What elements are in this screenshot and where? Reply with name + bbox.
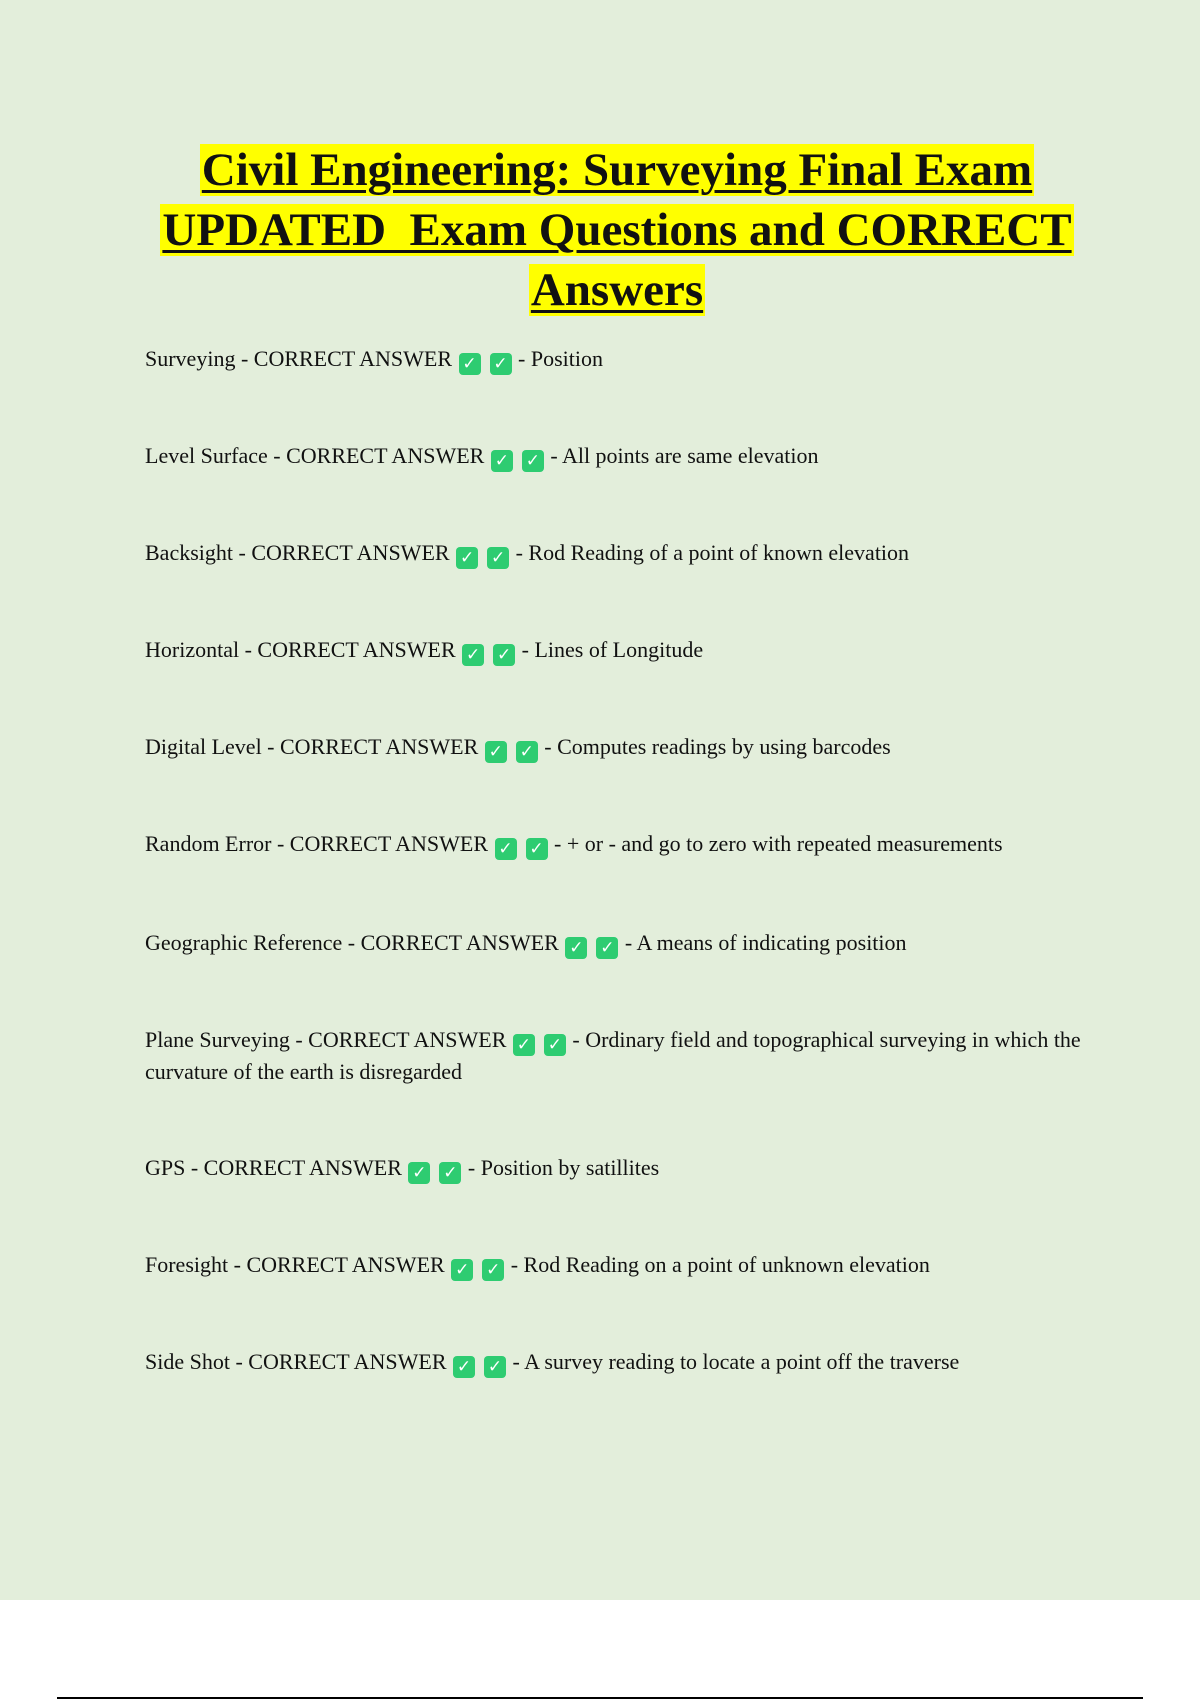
title-line: Answers [530, 264, 704, 316]
qa-term: Random Error - CORRECT ANSWER [145, 831, 489, 856]
check-mark-icon: ✓ [565, 937, 587, 959]
check-mark-icon: ✓ [493, 644, 515, 666]
qa-answer: - Rod Reading of a point of known elevation [515, 540, 910, 565]
check-mark-icon: ✓ [462, 644, 484, 666]
qa-item [145, 537, 1105, 569]
qa-item [145, 1346, 1105, 1378]
qa-answer: - Lines of Longitude [521, 637, 704, 662]
check-mark-icon: ✓ [451, 1259, 473, 1281]
qa-term: GPS - CORRECT ANSWER [145, 1155, 402, 1180]
document-title [110, 140, 1124, 320]
footer-divider [57, 1697, 1143, 1699]
qa-term: Surveying - CORRECT ANSWER [145, 346, 453, 371]
check-mark-icon: ✓ [491, 450, 513, 472]
qa-item [145, 828, 1105, 860]
qa-answer: - A means of indicating position [624, 930, 907, 955]
check-mark-icon: ✓ [526, 838, 548, 860]
qa-answer: - All points are same elevation [550, 443, 819, 468]
check-mark-icon: ✓ [439, 1162, 461, 1184]
qa-term: Foresight - CORRECT ANSWER [145, 1252, 445, 1277]
qa-answer: - Rod Reading on a point of unknown elevation [510, 1252, 930, 1277]
qa-item [145, 1152, 1105, 1184]
qa-item [145, 634, 1105, 666]
qa-term: Plane Surveying - CORRECT ANSWER [145, 1027, 507, 1052]
qa-answer: - Position by satillites [467, 1155, 660, 1180]
check-mark-icon: ✓ [516, 741, 538, 763]
check-mark-icon: ✓ [484, 1356, 506, 1378]
qa-item [145, 1024, 1105, 1087]
check-mark-icon: ✓ [513, 1034, 535, 1056]
qa-term: Horizontal - CORRECT ANSWER [145, 637, 456, 662]
qa-term: Level Surface - CORRECT ANSWER [145, 443, 485, 468]
qa-term: Digital Level - CORRECT ANSWER [145, 734, 479, 759]
qa-item [145, 343, 1105, 375]
qa-answer: - + or - and go to zero with repeated measurements [554, 831, 1003, 856]
title-line: Civil Engineering: Surveying Final Exam [201, 144, 1033, 196]
check-mark-icon: ✓ [490, 353, 512, 375]
check-mark-icon: ✓ [408, 1162, 430, 1184]
title-line: UPDATED Exam Questions and CORRECT [162, 204, 1072, 256]
check-mark-icon: ✓ [459, 353, 481, 375]
check-mark-icon: ✓ [544, 1034, 566, 1056]
qa-answer: - Position [518, 346, 603, 371]
check-mark-icon: ✓ [453, 1356, 475, 1378]
check-mark-icon: ✓ [485, 741, 507, 763]
qa-term: Geographic Reference - CORRECT ANSWER [145, 930, 559, 955]
check-mark-icon: ✓ [596, 937, 618, 959]
qa-answer: - A survey reading to locate a point off the traverse [512, 1349, 960, 1374]
qa-answer: - Computes readings by using barcodes [544, 734, 891, 759]
qa-item [145, 440, 1105, 472]
check-mark-icon: ✓ [487, 547, 509, 569]
qa-item [145, 927, 1105, 959]
qa-item [145, 1249, 1105, 1281]
check-mark-icon: ✓ [495, 838, 517, 860]
qa-answer: - Ordinary field and topographical surveying in which the curvature of the earth is disregarded [145, 1027, 1081, 1084]
check-mark-icon: ✓ [522, 450, 544, 472]
qa-term: Backsight - CORRECT ANSWER [145, 540, 450, 565]
check-mark-icon: ✓ [456, 547, 478, 569]
check-mark-icon: ✓ [482, 1259, 504, 1281]
qa-item [145, 731, 1105, 763]
qa-term: Side Shot - CORRECT ANSWER [145, 1349, 447, 1374]
